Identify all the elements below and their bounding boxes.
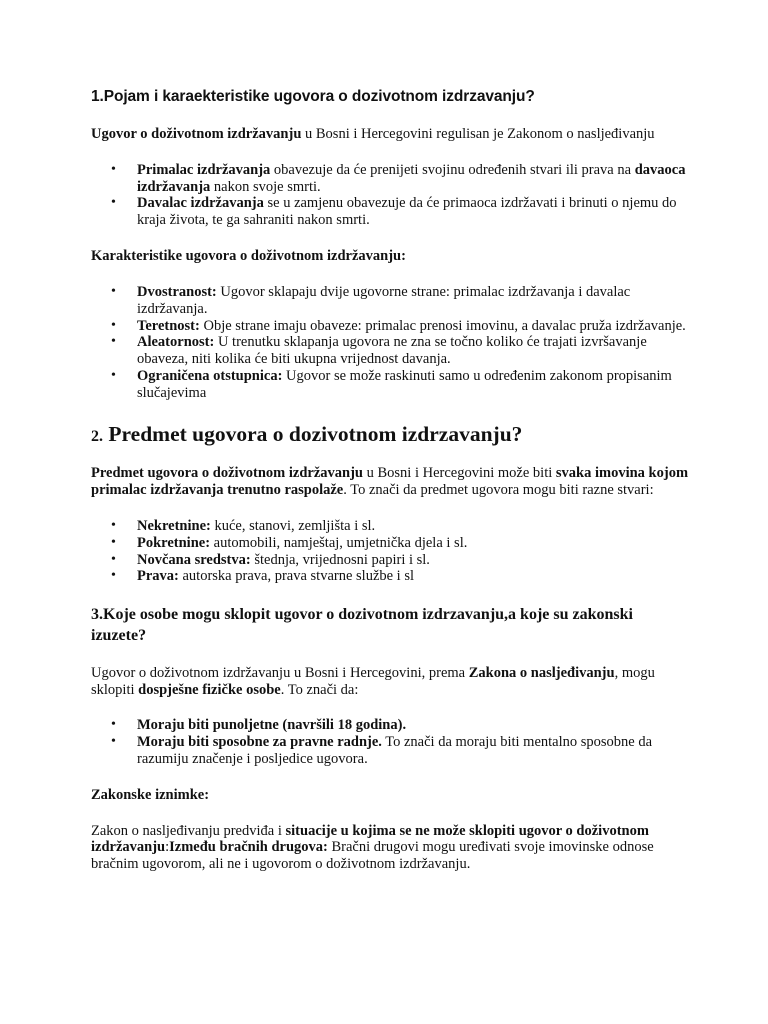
list-item xyxy=(137,734,691,768)
item-text: To znači da moraju biti mentalno sposobne da razumiju značenje i posljedice ugovora. xyxy=(137,734,653,767)
item-bold: davaoca izdržavanja xyxy=(137,161,686,195)
paragraph-text: . To znači da predmet ugovora mogu biti razne stvari: xyxy=(343,482,654,499)
list-item xyxy=(137,518,691,535)
section3-heading: 3.Koje osobe mogu sklopit ugovor o dozivotnom izdrzavanju,a koje su zakonski izuzete? xyxy=(91,606,633,644)
item-bold: Dvostranost: xyxy=(137,283,217,300)
paragraph-text: . To znači da: xyxy=(280,681,359,698)
list-item xyxy=(137,552,691,569)
paragraph-bold: Zakona o nasljeđivanju xyxy=(468,664,615,681)
item-bold: Nekretnine: xyxy=(137,517,211,534)
requirements-list xyxy=(91,717,691,767)
list-item xyxy=(137,318,691,335)
list-item xyxy=(137,195,691,229)
item-bold: Moraju biti sposobne za pravne radnje. xyxy=(137,734,382,751)
document-content xyxy=(91,88,691,892)
exceptions-paragraph xyxy=(91,823,691,873)
section2-heading xyxy=(91,422,691,447)
item-text: nakon svoje smrti. xyxy=(210,178,321,195)
item-bold: Aleatornost: xyxy=(137,334,215,351)
list-item xyxy=(137,334,691,368)
section2-title: Predmet ugovora o dozivotnom izdrzavanju? xyxy=(103,421,523,446)
item-bold: Novčana sredstva: xyxy=(137,551,251,568)
section3-paragraph xyxy=(91,665,691,699)
paragraph-text: Bračni drugovi mogu uređivati svoje imovinske odnose bračnim ugovorom, ali ne i ugovorom o doživotnom izdržavanju. xyxy=(91,839,654,873)
item-text: automobili, namještaj, umjetnička djela i sl. xyxy=(210,534,468,551)
intro-bold: Ugovor o doživotnom izdržavanju xyxy=(91,126,302,142)
item-text: Ugovor sklapaju dvije ugovorne strane: primalac izdržavanja i davalac izdržavanja. xyxy=(137,283,631,317)
item-bold: Teretnost: xyxy=(137,317,200,334)
paragraph-text: , mogu sklopiti xyxy=(91,664,655,698)
paragraph-text: u Bosni i Hercegovini može biti xyxy=(362,465,556,482)
section1-heading: 1.Pojam i karaekteristike ugovora o dozivotnom izdrzavanju? xyxy=(91,88,535,105)
paragraph-bold: svaka imovina kojom primalac izdržavanja trenutno raspolaže xyxy=(91,465,689,499)
item-text: Obje strane imaju obaveze: primalac prenosi imovinu, a davalac pruža izdržavanje. xyxy=(199,317,686,334)
item-bold: Prava: xyxy=(137,568,179,585)
paragraph-text: Ugovor o doživotnom izdržavanju u Bosni i Hercegovini, prema xyxy=(91,664,469,681)
item-bold: Davalac izdržavanja xyxy=(137,195,264,212)
subject-list xyxy=(91,518,691,585)
list-item xyxy=(137,162,691,196)
paragraph-text: Zakon o nasljeđivanju predviđa i xyxy=(91,822,286,839)
item-bold: Ograničena otstupnica: xyxy=(137,367,283,384)
list-item xyxy=(137,717,691,734)
paragraph-text: : xyxy=(165,839,170,856)
list-item xyxy=(137,535,691,552)
item-text: štednja, vrijednosni papiri i sl. xyxy=(250,551,430,568)
item-text: U trenutku sklapanja ugovora ne zna se točno koliko će trajati izvršavanje obaveza, niti kolika će biti ukupna vrijednost davanja. xyxy=(137,334,647,368)
item-text: kuće, stanovi, zemljišta i sl. xyxy=(210,517,376,534)
item-bold: Moraju biti punoljetne (navršili 18 godina). xyxy=(137,717,407,734)
list-item xyxy=(137,284,691,318)
paragraph-bold: Predmet ugovora o doživotnom izdržavanju xyxy=(91,465,363,482)
intro-rest: u Bosni i Hercegovini regulisan je Zakonom o nasljeđivanju xyxy=(301,126,655,142)
characteristics-heading: Karakteristike ugovora o doživotnom izdržavanju: xyxy=(91,248,406,265)
parties-list xyxy=(91,162,691,229)
item-bold: Pokretnine: xyxy=(137,534,211,551)
item-text: se u zamjenu obavezuje da će primaoca izdržavati i brinuti o njemu do kraja života, te ga sahraniti nakon smrti. xyxy=(137,195,677,229)
paragraph-bold: Između bračnih drugova: xyxy=(169,839,328,856)
paragraph-bold: dospješne fizičke osobe xyxy=(138,681,281,698)
item-text: obavezuje da će prenijeti svojinu određenih stvari ili prava na xyxy=(270,161,635,178)
section2-paragraph xyxy=(91,465,691,499)
paragraph-bold: situacije u kojima se ne može sklopiti ugovor o doživotnom izdržavanju xyxy=(91,822,649,856)
section1-intro xyxy=(91,126,691,143)
item-text: Ugovor se može raskinuti samo u određenim zakonom propisanim slučajevima xyxy=(137,367,672,401)
item-text: autorska prava, prava stvarne službe i sl xyxy=(178,568,415,585)
exceptions-heading: Zakonske iznimke: xyxy=(91,786,210,803)
section2-number: 2. xyxy=(91,427,103,445)
characteristics-list xyxy=(91,284,691,402)
list-item xyxy=(137,568,691,585)
item-bold: Primalac izdržavanja xyxy=(137,161,271,178)
list-item xyxy=(137,368,691,402)
